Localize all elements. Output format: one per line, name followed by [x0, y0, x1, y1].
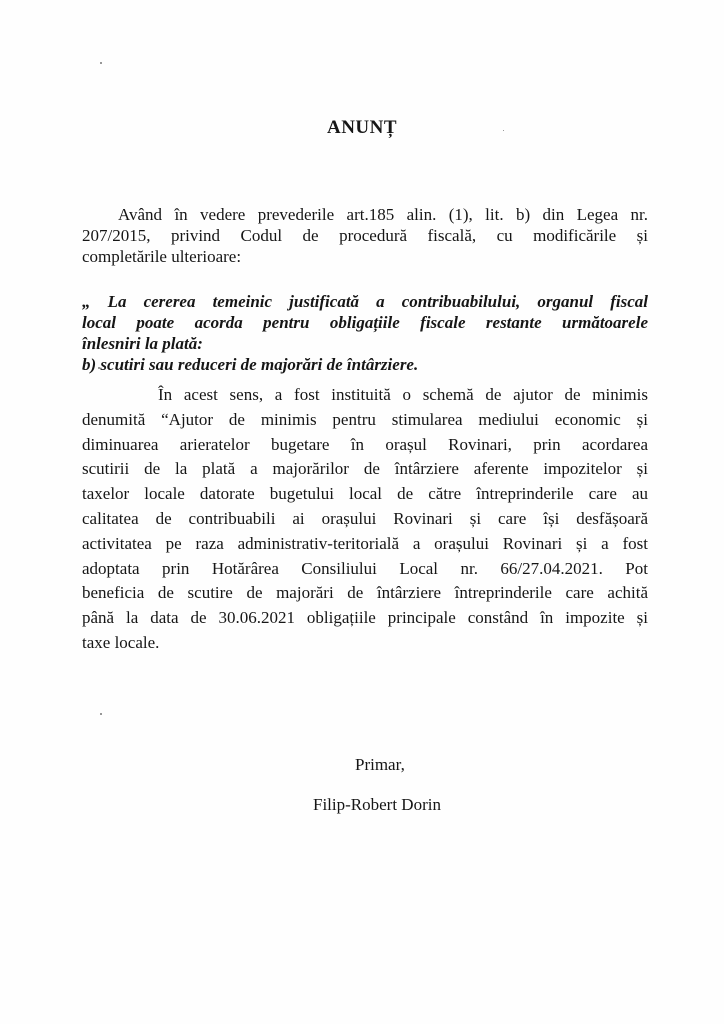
signature-role: Primar, [355, 755, 405, 774]
law-quote [82, 291, 648, 375]
intro-line: 207/2015, privind Codul de procedură fiscală, cu modificările și [82, 226, 648, 245]
body-line: În acest sens, a fost instituită o schemă de ajutor de minimis [158, 385, 648, 404]
body-line: activitatea pe raza administrativ-teritorială a orașului Rovinari și a fost [82, 533, 648, 553]
body-line: până la data de 30.06.2021 obligațiile principale constând în impozite și [82, 608, 648, 628]
intro-line: completările ulterioare: [82, 247, 242, 266]
quote-line: înlesniri la plată: [82, 334, 203, 353]
body-line: beneficia de scutire de majorări de întârziere întreprinderile care achită [82, 583, 648, 603]
body-line: adoptata prin Hotărârea Consiliului Local nr. 66/27.04.2021. Pot [82, 558, 648, 578]
intro-line: Având în vedere prevederile art.185 alin. (1), lit. b) din Legea nr. [118, 205, 648, 224]
body-line: taxe locale. [82, 632, 160, 652]
body-line: calitatea de contribuabili ai orașului Rovinari și care își desfășoară [82, 508, 648, 528]
intro-paragraph [82, 204, 648, 267]
scan-speck [100, 713, 102, 715]
body-line: taxelor locale datorate bugetului local de către întreprinderile care au [82, 484, 648, 504]
signature-name: Filip-Robert Dorin [313, 795, 441, 814]
scan-speck [100, 62, 102, 64]
body-line: diminuarea arieratelor bugetare în orașul Rovinari, prin acordarea [82, 434, 648, 454]
body-line: denumită “Ajutor de minimis pentru stimularea mediului economic și [82, 409, 648, 429]
scheme-paragraph [82, 383, 648, 656]
page-title: ANUNȚ [326, 117, 398, 138]
body-line: scutirii de la plată a majorărilor de întârziere aferente impozitelor și [82, 459, 648, 479]
quote-line: local poate acorda pentru obligațiile fiscale restante următoarele [82, 313, 648, 332]
quote-line: „ La cererea temeinic justificată a contribuabilului, organul fiscal [82, 292, 648, 311]
quote-line: b) scutiri sau reduceri de majorări de întârziere. [82, 355, 419, 374]
